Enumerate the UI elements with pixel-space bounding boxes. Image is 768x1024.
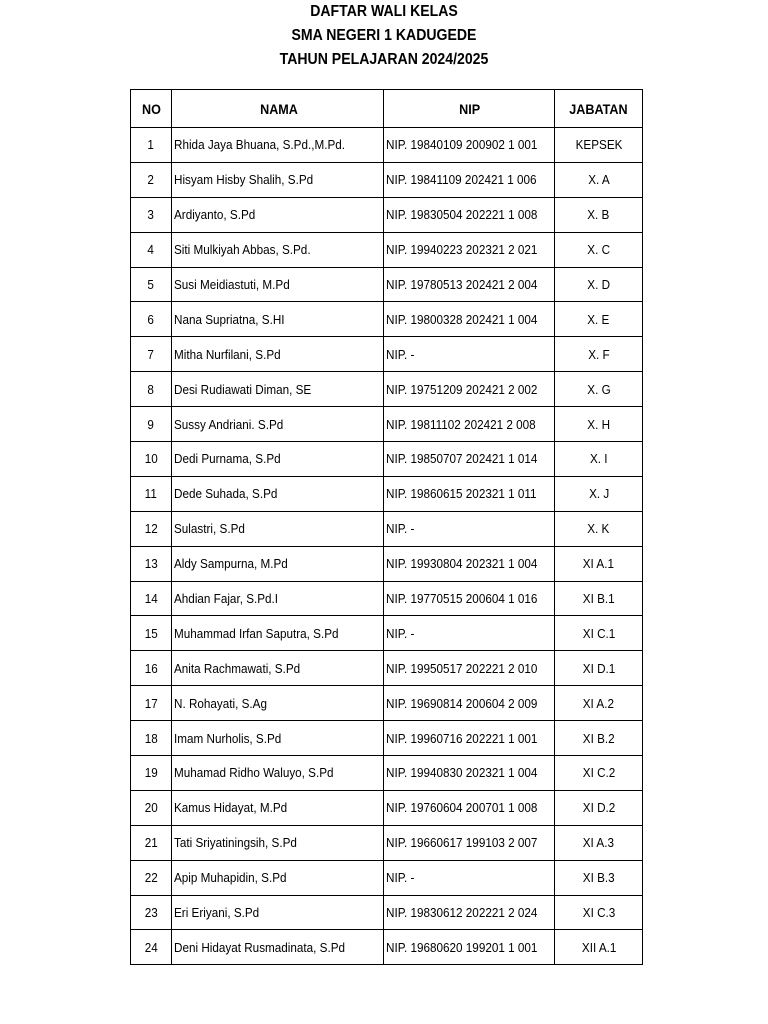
cell-nama: Muhamad Ridho Waluyo, S.Pd bbox=[172, 756, 384, 791]
table-row bbox=[131, 895, 643, 930]
title-line-1: DAFTAR WALI KELAS bbox=[310, 3, 458, 20]
cell-no: 17 bbox=[131, 686, 172, 721]
column-header-nip: NIP bbox=[384, 90, 555, 128]
cell-no: 1 bbox=[131, 128, 172, 163]
cell-no: 24 bbox=[131, 930, 172, 965]
table-body bbox=[131, 128, 643, 965]
cell-nama: Rhida Jaya Bhuana, S.Pd.,M.Pd. bbox=[172, 128, 384, 163]
cell-jabatan: XI B.3 bbox=[555, 860, 643, 895]
cell-jabatan: XII A.1 bbox=[555, 930, 643, 965]
table-row bbox=[131, 128, 643, 163]
cell-jabatan: X. F bbox=[555, 337, 643, 372]
cell-jabatan: X. A bbox=[555, 162, 643, 197]
cell-nama: N. Rohayati, S.Ag bbox=[172, 686, 384, 721]
cell-nip: NIP. - bbox=[384, 337, 555, 372]
table-row bbox=[131, 407, 643, 442]
cell-nama: Ahdian Fajar, S.Pd.I bbox=[172, 581, 384, 616]
cell-nama: Ardiyanto, S.Pd bbox=[172, 197, 384, 232]
table-row bbox=[131, 197, 643, 232]
cell-nama: Tati Sriyatiningsih, S.Pd bbox=[172, 825, 384, 860]
cell-no: 3 bbox=[131, 197, 172, 232]
table-header-row bbox=[131, 90, 643, 128]
table-row bbox=[131, 930, 643, 965]
cell-nip: NIP. 19770515 200604 1 016 bbox=[384, 581, 555, 616]
cell-jabatan: XI B.1 bbox=[555, 581, 643, 616]
cell-jabatan: XI A.1 bbox=[555, 546, 643, 581]
cell-nip: NIP. 19940223 202321 2 021 bbox=[384, 232, 555, 267]
table-row bbox=[131, 616, 643, 651]
cell-nip: NIP. 19800328 202421 1 004 bbox=[384, 302, 555, 337]
table-row bbox=[131, 546, 643, 581]
cell-nip: NIP. 19850707 202421 1 014 bbox=[384, 442, 555, 477]
cell-jabatan: X. K bbox=[555, 511, 643, 546]
cell-nama: Desi Rudiawati Diman, SE bbox=[172, 372, 384, 407]
cell-no: 20 bbox=[131, 790, 172, 825]
cell-nama: Nana Supriatna, S.HI bbox=[172, 302, 384, 337]
cell-no: 21 bbox=[131, 825, 172, 860]
cell-nip: NIP. 19841109 202421 1 006 bbox=[384, 162, 555, 197]
cell-nama: Dedi Purnama, S.Pd bbox=[172, 442, 384, 477]
cell-jabatan: X. B bbox=[555, 197, 643, 232]
cell-jabatan: XI C.1 bbox=[555, 616, 643, 651]
cell-nama: Susi Meidiastuti, M.Pd bbox=[172, 267, 384, 302]
cell-no: 12 bbox=[131, 511, 172, 546]
cell-no: 22 bbox=[131, 860, 172, 895]
cell-no: 19 bbox=[131, 756, 172, 791]
cell-nip: NIP. - bbox=[384, 616, 555, 651]
cell-jabatan: XI A.2 bbox=[555, 686, 643, 721]
table-row bbox=[131, 651, 643, 686]
cell-nama: Imam Nurholis, S.Pd bbox=[172, 721, 384, 756]
cell-nama: Hisyam Hisby Shalih, S.Pd bbox=[172, 162, 384, 197]
cell-no: 16 bbox=[131, 651, 172, 686]
table-row bbox=[131, 302, 643, 337]
table-row bbox=[131, 860, 643, 895]
cell-nama: Muhammad Irfan Saputra, S.Pd bbox=[172, 616, 384, 651]
cell-nip: NIP. 19680620 199201 1 001 bbox=[384, 930, 555, 965]
cell-no: 11 bbox=[131, 476, 172, 511]
cell-nama: Kamus Hidayat, M.Pd bbox=[172, 790, 384, 825]
title-line-2: SMA NEGERI 1 KADUGEDE bbox=[291, 27, 477, 44]
cell-nip: NIP. 19940830 202321 1 004 bbox=[384, 756, 555, 791]
cell-nip: NIP. 19751209 202421 2 002 bbox=[384, 372, 555, 407]
cell-jabatan: XI D.1 bbox=[555, 651, 643, 686]
cell-nip: NIP. 19690814 200604 2 009 bbox=[384, 686, 555, 721]
cell-nip: NIP. - bbox=[384, 860, 555, 895]
table-row bbox=[131, 267, 643, 302]
homeroom-teacher-table bbox=[130, 89, 643, 965]
cell-jabatan: XI C.3 bbox=[555, 895, 643, 930]
cell-nip: NIP. 19930804 202321 1 004 bbox=[384, 546, 555, 581]
cell-nama: Eri Eriyani, S.Pd bbox=[172, 895, 384, 930]
cell-no: 15 bbox=[131, 616, 172, 651]
cell-no: 6 bbox=[131, 302, 172, 337]
cell-nip: NIP. 19840109 200902 1 001 bbox=[384, 128, 555, 163]
column-header-no: NO bbox=[131, 90, 172, 128]
cell-nama: Sulastri, S.Pd bbox=[172, 511, 384, 546]
cell-no: 4 bbox=[131, 232, 172, 267]
cell-no: 2 bbox=[131, 162, 172, 197]
cell-no: 14 bbox=[131, 581, 172, 616]
table-row bbox=[131, 790, 643, 825]
cell-nip: NIP. 19960716 202221 1 001 bbox=[384, 721, 555, 756]
cell-nama: Apip Muhapidin, S.Pd bbox=[172, 860, 384, 895]
cell-nama: Siti Mulkiyah Abbas, S.Pd. bbox=[172, 232, 384, 267]
cell-nama: Sussy Andriani. S.Pd bbox=[172, 407, 384, 442]
cell-nip: NIP. 19830504 202221 1 008 bbox=[384, 197, 555, 232]
cell-nama: Aldy Sampurna, M.Pd bbox=[172, 546, 384, 581]
cell-jabatan: X. E bbox=[555, 302, 643, 337]
cell-jabatan: KEPSEK bbox=[555, 128, 643, 163]
table-row bbox=[131, 162, 643, 197]
cell-jabatan: X. J bbox=[555, 476, 643, 511]
table-row bbox=[131, 581, 643, 616]
column-header-nama: NAMA bbox=[172, 90, 384, 128]
cell-no: 8 bbox=[131, 372, 172, 407]
cell-nama: Deni Hidayat Rusmadinata, S.Pd bbox=[172, 930, 384, 965]
cell-nama: Anita Rachmawati, S.Pd bbox=[172, 651, 384, 686]
cell-nip: NIP. 19860615 202321 1 011 bbox=[384, 476, 555, 511]
cell-no: 9 bbox=[131, 407, 172, 442]
cell-nip: NIP. 19780513 202421 2 004 bbox=[384, 267, 555, 302]
cell-no: 10 bbox=[131, 442, 172, 477]
cell-nip: NIP. 19811102 202421 2 008 bbox=[384, 407, 555, 442]
cell-jabatan: X. H bbox=[555, 407, 643, 442]
table-row bbox=[131, 721, 643, 756]
document-title bbox=[0, 0, 768, 72]
cell-jabatan: X. I bbox=[555, 442, 643, 477]
cell-jabatan: X. C bbox=[555, 232, 643, 267]
cell-jabatan: XI B.2 bbox=[555, 721, 643, 756]
cell-no: 13 bbox=[131, 546, 172, 581]
column-header-jabatan: JABATAN bbox=[555, 90, 643, 128]
cell-no: 7 bbox=[131, 337, 172, 372]
cell-no: 18 bbox=[131, 721, 172, 756]
cell-jabatan: XI C.2 bbox=[555, 756, 643, 791]
table-row bbox=[131, 756, 643, 791]
table-row bbox=[131, 825, 643, 860]
table-row bbox=[131, 686, 643, 721]
cell-nip: NIP. 19760604 200701 1 008 bbox=[384, 790, 555, 825]
cell-nip: NIP. 19660617 199103 2 007 bbox=[384, 825, 555, 860]
cell-nip: NIP. - bbox=[384, 511, 555, 546]
table-row bbox=[131, 372, 643, 407]
table-row bbox=[131, 442, 643, 477]
cell-jabatan: XI A.3 bbox=[555, 825, 643, 860]
cell-jabatan: X. G bbox=[555, 372, 643, 407]
cell-nip: NIP. 19830612 202221 2 024 bbox=[384, 895, 555, 930]
cell-jabatan: XI D.2 bbox=[555, 790, 643, 825]
cell-nama: Mitha Nurfilani, S.Pd bbox=[172, 337, 384, 372]
cell-no: 5 bbox=[131, 267, 172, 302]
table-row bbox=[131, 232, 643, 267]
table-row bbox=[131, 511, 643, 546]
cell-nama: Dede Suhada, S.Pd bbox=[172, 476, 384, 511]
cell-nip: NIP. 19950517 202221 2 010 bbox=[384, 651, 555, 686]
cell-no: 23 bbox=[131, 895, 172, 930]
table-row bbox=[131, 476, 643, 511]
table-row bbox=[131, 337, 643, 372]
title-line-3: TAHUN PELAJARAN 2024/2025 bbox=[279, 51, 489, 68]
cell-jabatan: X. D bbox=[555, 267, 643, 302]
